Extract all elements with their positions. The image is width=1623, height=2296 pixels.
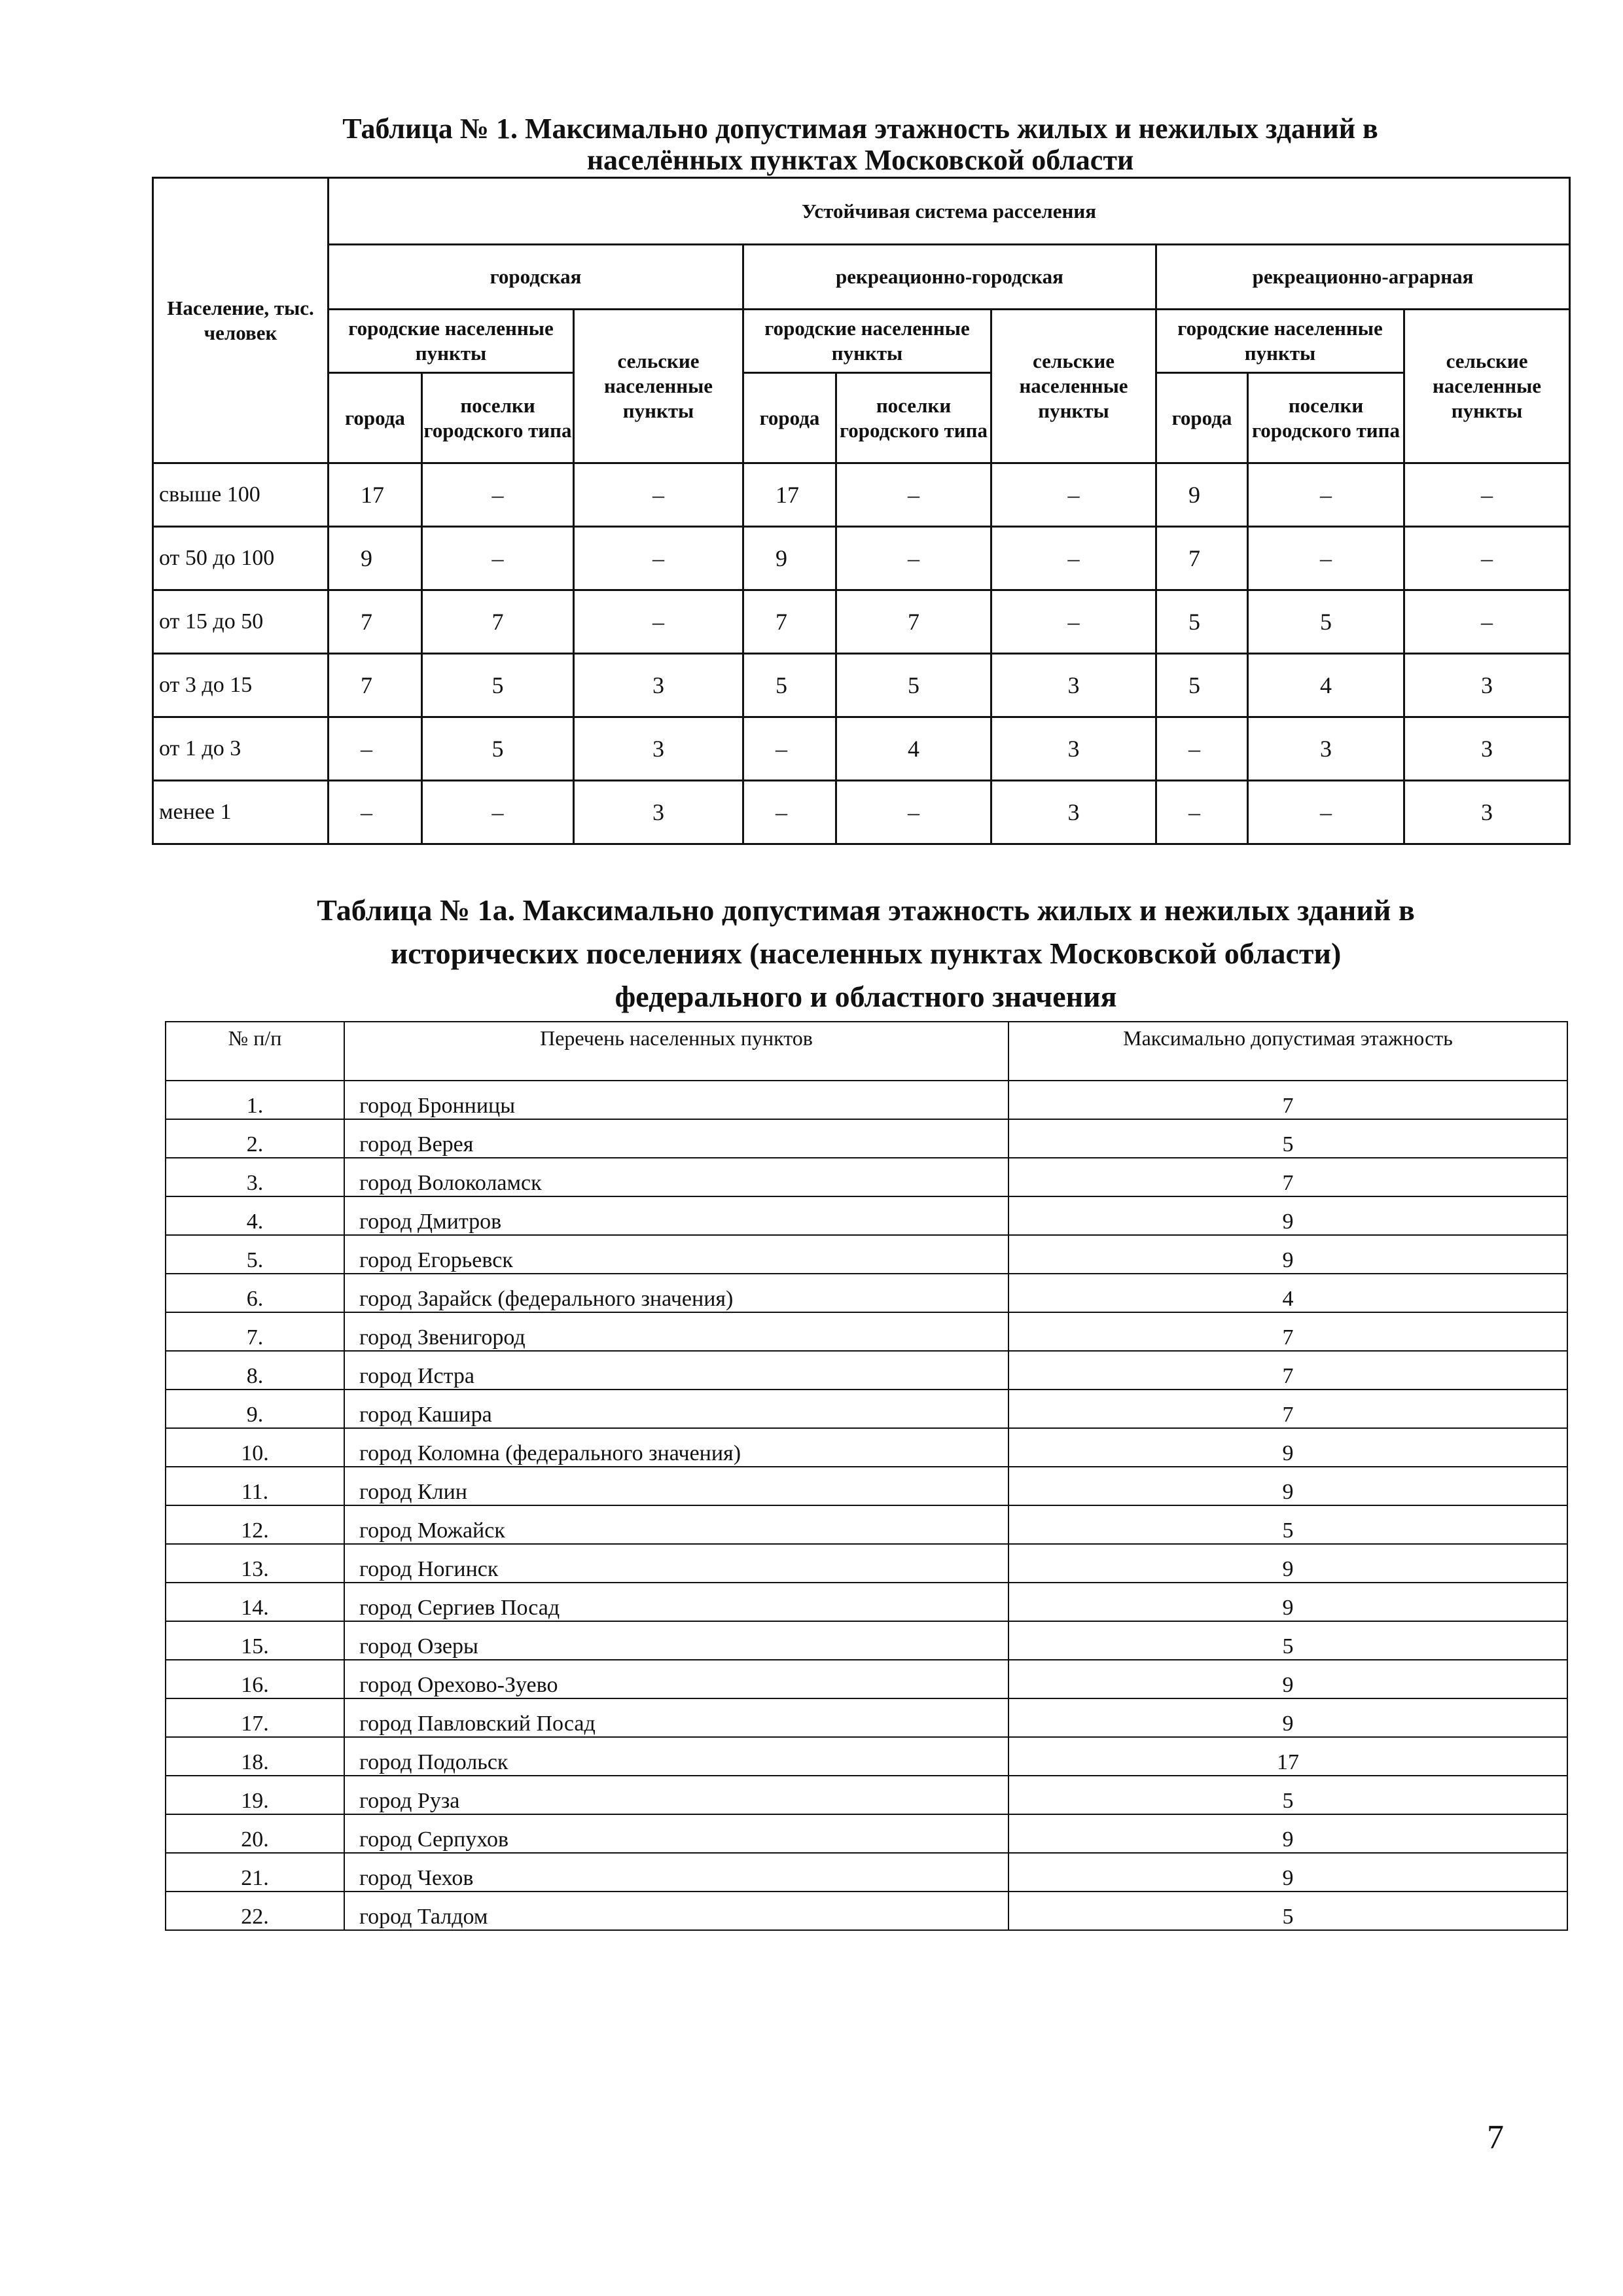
table-row	[166, 1660, 1567, 1698]
row-number: 20.	[166, 1814, 344, 1853]
max-floors-cell: –	[836, 781, 991, 844]
max-floors-cell: –	[991, 463, 1156, 527]
rural-settlements-header: сельские населенные пункты	[991, 310, 1156, 463]
settlement-name: город Волоколамск	[344, 1158, 1008, 1196]
cities-header: города	[1156, 373, 1248, 463]
max-floors-cell: –	[329, 717, 422, 781]
table1	[152, 177, 1571, 845]
table-row	[166, 1583, 1567, 1621]
settlement-name: город Павловский Посад	[344, 1698, 1008, 1737]
settlement-name: город Кашира	[344, 1390, 1008, 1428]
max-floors-cell: 9	[1156, 463, 1248, 527]
settlement-name: город Талдом	[344, 1892, 1008, 1930]
max-floors-cell: –	[422, 781, 574, 844]
table-row	[166, 1312, 1567, 1351]
table-row	[153, 781, 1570, 844]
row-number: 1.	[166, 1081, 344, 1119]
table-row	[153, 654, 1570, 717]
table-row	[166, 1698, 1567, 1737]
table-row	[166, 1853, 1567, 1892]
settlement-name: город Ногинск	[344, 1544, 1008, 1583]
max-floors: 5	[1008, 1776, 1567, 1814]
max-floors-cell: 4	[1248, 654, 1404, 717]
max-floors-cell: 5	[422, 717, 574, 781]
max-floors-cell: 3	[574, 781, 743, 844]
table-row	[153, 717, 1570, 781]
max-floors: 9	[1008, 1814, 1567, 1853]
max-floors-cell: 7	[743, 590, 836, 654]
max-floors-cell: –	[743, 717, 836, 781]
table-row	[166, 1428, 1567, 1467]
population-range: от 15 до 50	[153, 590, 329, 654]
page-number: 7	[1487, 2119, 1504, 2156]
max-floors-cell: 5	[836, 654, 991, 717]
table-row	[166, 1119, 1567, 1158]
max-floors-cell: 3	[991, 717, 1156, 781]
settlement-name: город Верея	[344, 1119, 1008, 1158]
max-floors-cell: 3	[574, 654, 743, 717]
max-floors: 4	[1008, 1274, 1567, 1312]
table-row	[166, 1081, 1567, 1119]
max-floors-cell: 3	[991, 654, 1156, 717]
table-row	[166, 1892, 1567, 1930]
population-range: от 50 до 100	[153, 527, 329, 590]
table-row	[166, 1544, 1567, 1583]
max-floors-cell: 3	[991, 781, 1156, 844]
max-floors-cell: 3	[1404, 781, 1570, 844]
row-number: 18.	[166, 1737, 344, 1776]
row-number: 22.	[166, 1892, 344, 1930]
max-floors: 9	[1008, 1428, 1567, 1467]
max-floors-cell: –	[1248, 527, 1404, 590]
table1-title-line1: Таблица № 1. Максимально допустимая этажность жилых и нежилых зданий в	[342, 113, 1378, 145]
max-floors: 9	[1008, 1583, 1567, 1621]
max-floors-cell: 7	[329, 590, 422, 654]
settlement-name: город Бронницы	[344, 1081, 1008, 1119]
table1-title	[152, 109, 1569, 181]
towns-header: поселки городского типа	[422, 373, 574, 463]
max-floors: 7	[1008, 1081, 1567, 1119]
max-floors: 9	[1008, 1544, 1567, 1583]
towns-header: поселки городского типа	[1248, 373, 1404, 463]
settlement-name: город Дмитров	[344, 1196, 1008, 1235]
settlement-name: город Подольск	[344, 1737, 1008, 1776]
table1-title-line2: населённых пунктах Московской области	[586, 144, 1134, 176]
row-number: 3.	[166, 1158, 344, 1196]
settlement-name: город Сергиев Посад	[344, 1583, 1008, 1621]
max-floors: 5	[1008, 1892, 1567, 1930]
row-number: 12.	[166, 1505, 344, 1544]
table-row	[166, 1467, 1567, 1505]
table1a-title	[165, 889, 1567, 1018]
column-header-number: № п/п	[166, 1022, 344, 1081]
max-floors-cell: 17	[329, 463, 422, 527]
table1a-title-line2: исторических поселениях (населенных пунктах Московской области)	[390, 937, 1342, 970]
max-floors-cell: –	[574, 463, 743, 527]
max-floors-cell: –	[1248, 463, 1404, 527]
table-row	[166, 1776, 1567, 1814]
max-floors-cell: 7	[1156, 527, 1248, 590]
row-number: 2.	[166, 1119, 344, 1158]
table-row	[166, 1196, 1567, 1235]
column-header-max-floors: Максимально допустимая этажность	[1008, 1022, 1567, 1081]
row-number: 14.	[166, 1583, 344, 1621]
towns-header: поселки городского типа	[836, 373, 991, 463]
max-floors: 5	[1008, 1119, 1567, 1158]
rural-settlements-header: сельские населенные пункты	[1404, 310, 1570, 463]
settlement-name: город Руза	[344, 1776, 1008, 1814]
max-floors: 5	[1008, 1621, 1567, 1660]
table1a	[165, 1021, 1568, 1931]
max-floors-cell: 7	[422, 590, 574, 654]
max-floors: 17	[1008, 1737, 1567, 1776]
table-row	[153, 463, 1570, 527]
max-floors-cell: –	[836, 463, 991, 527]
table-row	[153, 527, 1570, 590]
population-range: свыше 100	[153, 463, 329, 527]
max-floors: 7	[1008, 1158, 1567, 1196]
urban-settlements-header: городские населенные пункты	[743, 310, 991, 373]
max-floors-cell: –	[422, 527, 574, 590]
max-floors-cell: –	[1248, 781, 1404, 844]
table-row	[166, 1158, 1567, 1196]
group-header-recreational-urban: рекреационно-городская	[743, 245, 1156, 310]
group-header-recreational-agrarian: рекреационно-аграрная	[1156, 245, 1570, 310]
max-floors: 9	[1008, 1698, 1567, 1737]
max-floors: 9	[1008, 1660, 1567, 1698]
max-floors-cell: –	[991, 590, 1156, 654]
max-floors-cell: 7	[836, 590, 991, 654]
max-floors-cell: 17	[743, 463, 836, 527]
max-floors-cell: –	[574, 590, 743, 654]
max-floors-cell: 3	[1248, 717, 1404, 781]
table-row	[166, 1351, 1567, 1390]
max-floors-cell: 7	[329, 654, 422, 717]
settlement-name: город Чехов	[344, 1853, 1008, 1892]
population-range: менее 1	[153, 781, 329, 844]
max-floors-cell: 5	[1156, 590, 1248, 654]
table-row	[166, 1235, 1567, 1274]
table-row	[166, 1814, 1567, 1853]
row-number: 7.	[166, 1312, 344, 1351]
row-number: 11.	[166, 1467, 344, 1505]
settlement-name: город Серпухов	[344, 1814, 1008, 1853]
table-row	[166, 1505, 1567, 1544]
max-floors-cell: 5	[422, 654, 574, 717]
population-header: Население, тыс. человек	[153, 178, 329, 463]
table1a-title-line3: федерального и областного значения	[615, 980, 1117, 1013]
max-floors: 9	[1008, 1235, 1567, 1274]
max-floors: 9	[1008, 1196, 1567, 1235]
row-number: 5.	[166, 1235, 344, 1274]
row-number: 17.	[166, 1698, 344, 1737]
urban-settlements-header: городские населенные пункты	[329, 310, 574, 373]
max-floors-cell: 9	[743, 527, 836, 590]
max-floors: 9	[1008, 1467, 1567, 1505]
max-floors-cell: 3	[574, 717, 743, 781]
settlement-name: город Звенигород	[344, 1312, 1008, 1351]
max-floors-cell: –	[422, 463, 574, 527]
max-floors-cell: –	[1404, 463, 1570, 527]
max-floors-cell: –	[1156, 781, 1248, 844]
population-range: от 1 до 3	[153, 717, 329, 781]
table1a-title-line1: Таблица № 1а. Максимально допустимая этажность жилых и нежилых зданий в	[317, 893, 1415, 927]
max-floors-cell: –	[1404, 527, 1570, 590]
settlement-name: город Егорьевск	[344, 1235, 1008, 1274]
max-floors-cell: –	[574, 527, 743, 590]
max-floors: 9	[1008, 1853, 1567, 1892]
settlement-name: город Зарайск (федерального значения)	[344, 1274, 1008, 1312]
row-number: 13.	[166, 1544, 344, 1583]
table-row	[166, 1274, 1567, 1312]
max-floors: 7	[1008, 1390, 1567, 1428]
settlement-name: город Озеры	[344, 1621, 1008, 1660]
max-floors: 5	[1008, 1505, 1567, 1544]
settlement-name: город Можайск	[344, 1505, 1008, 1544]
row-number: 6.	[166, 1274, 344, 1312]
population-range: от 3 до 15	[153, 654, 329, 717]
cities-header: города	[743, 373, 836, 463]
max-floors-cell: 4	[836, 717, 991, 781]
row-number: 4.	[166, 1196, 344, 1235]
table-row	[166, 1390, 1567, 1428]
row-number: 19.	[166, 1776, 344, 1814]
row-number: 16.	[166, 1660, 344, 1698]
group-header-urban: городская	[329, 245, 743, 310]
urban-settlements-header: городские населенные пункты	[1156, 310, 1404, 373]
row-number: 8.	[166, 1351, 344, 1390]
max-floors-cell: –	[991, 527, 1156, 590]
rural-settlements-header: сельские населенные пункты	[574, 310, 743, 463]
max-floors-cell: 3	[1404, 654, 1570, 717]
max-floors-cell: 5	[1248, 590, 1404, 654]
column-header-settlements: Перечень населенных пунктов	[344, 1022, 1008, 1081]
max-floors-cell: 5	[743, 654, 836, 717]
table-row	[153, 590, 1570, 654]
max-floors-cell: –	[1404, 590, 1570, 654]
cities-header: города	[329, 373, 422, 463]
max-floors-cell: 5	[1156, 654, 1248, 717]
max-floors-cell: –	[329, 781, 422, 844]
row-number: 10.	[166, 1428, 344, 1467]
table-row	[166, 1737, 1567, 1776]
system-header: Устойчивая система расселения	[329, 178, 1570, 245]
row-number: 21.	[166, 1853, 344, 1892]
settlement-name: город Истра	[344, 1351, 1008, 1390]
row-number: 9.	[166, 1390, 344, 1428]
table-row	[166, 1621, 1567, 1660]
max-floors-cell: –	[1156, 717, 1248, 781]
settlement-name: город Клин	[344, 1467, 1008, 1505]
row-number: 15.	[166, 1621, 344, 1660]
max-floors: 7	[1008, 1351, 1567, 1390]
settlement-name: город Коломна (федерального значения)	[344, 1428, 1008, 1467]
settlement-name: город Орехово-Зуево	[344, 1660, 1008, 1698]
max-floors: 7	[1008, 1312, 1567, 1351]
max-floors-cell: –	[743, 781, 836, 844]
max-floors-cell: 9	[329, 527, 422, 590]
max-floors-cell: 3	[1404, 717, 1570, 781]
max-floors-cell: –	[836, 527, 991, 590]
